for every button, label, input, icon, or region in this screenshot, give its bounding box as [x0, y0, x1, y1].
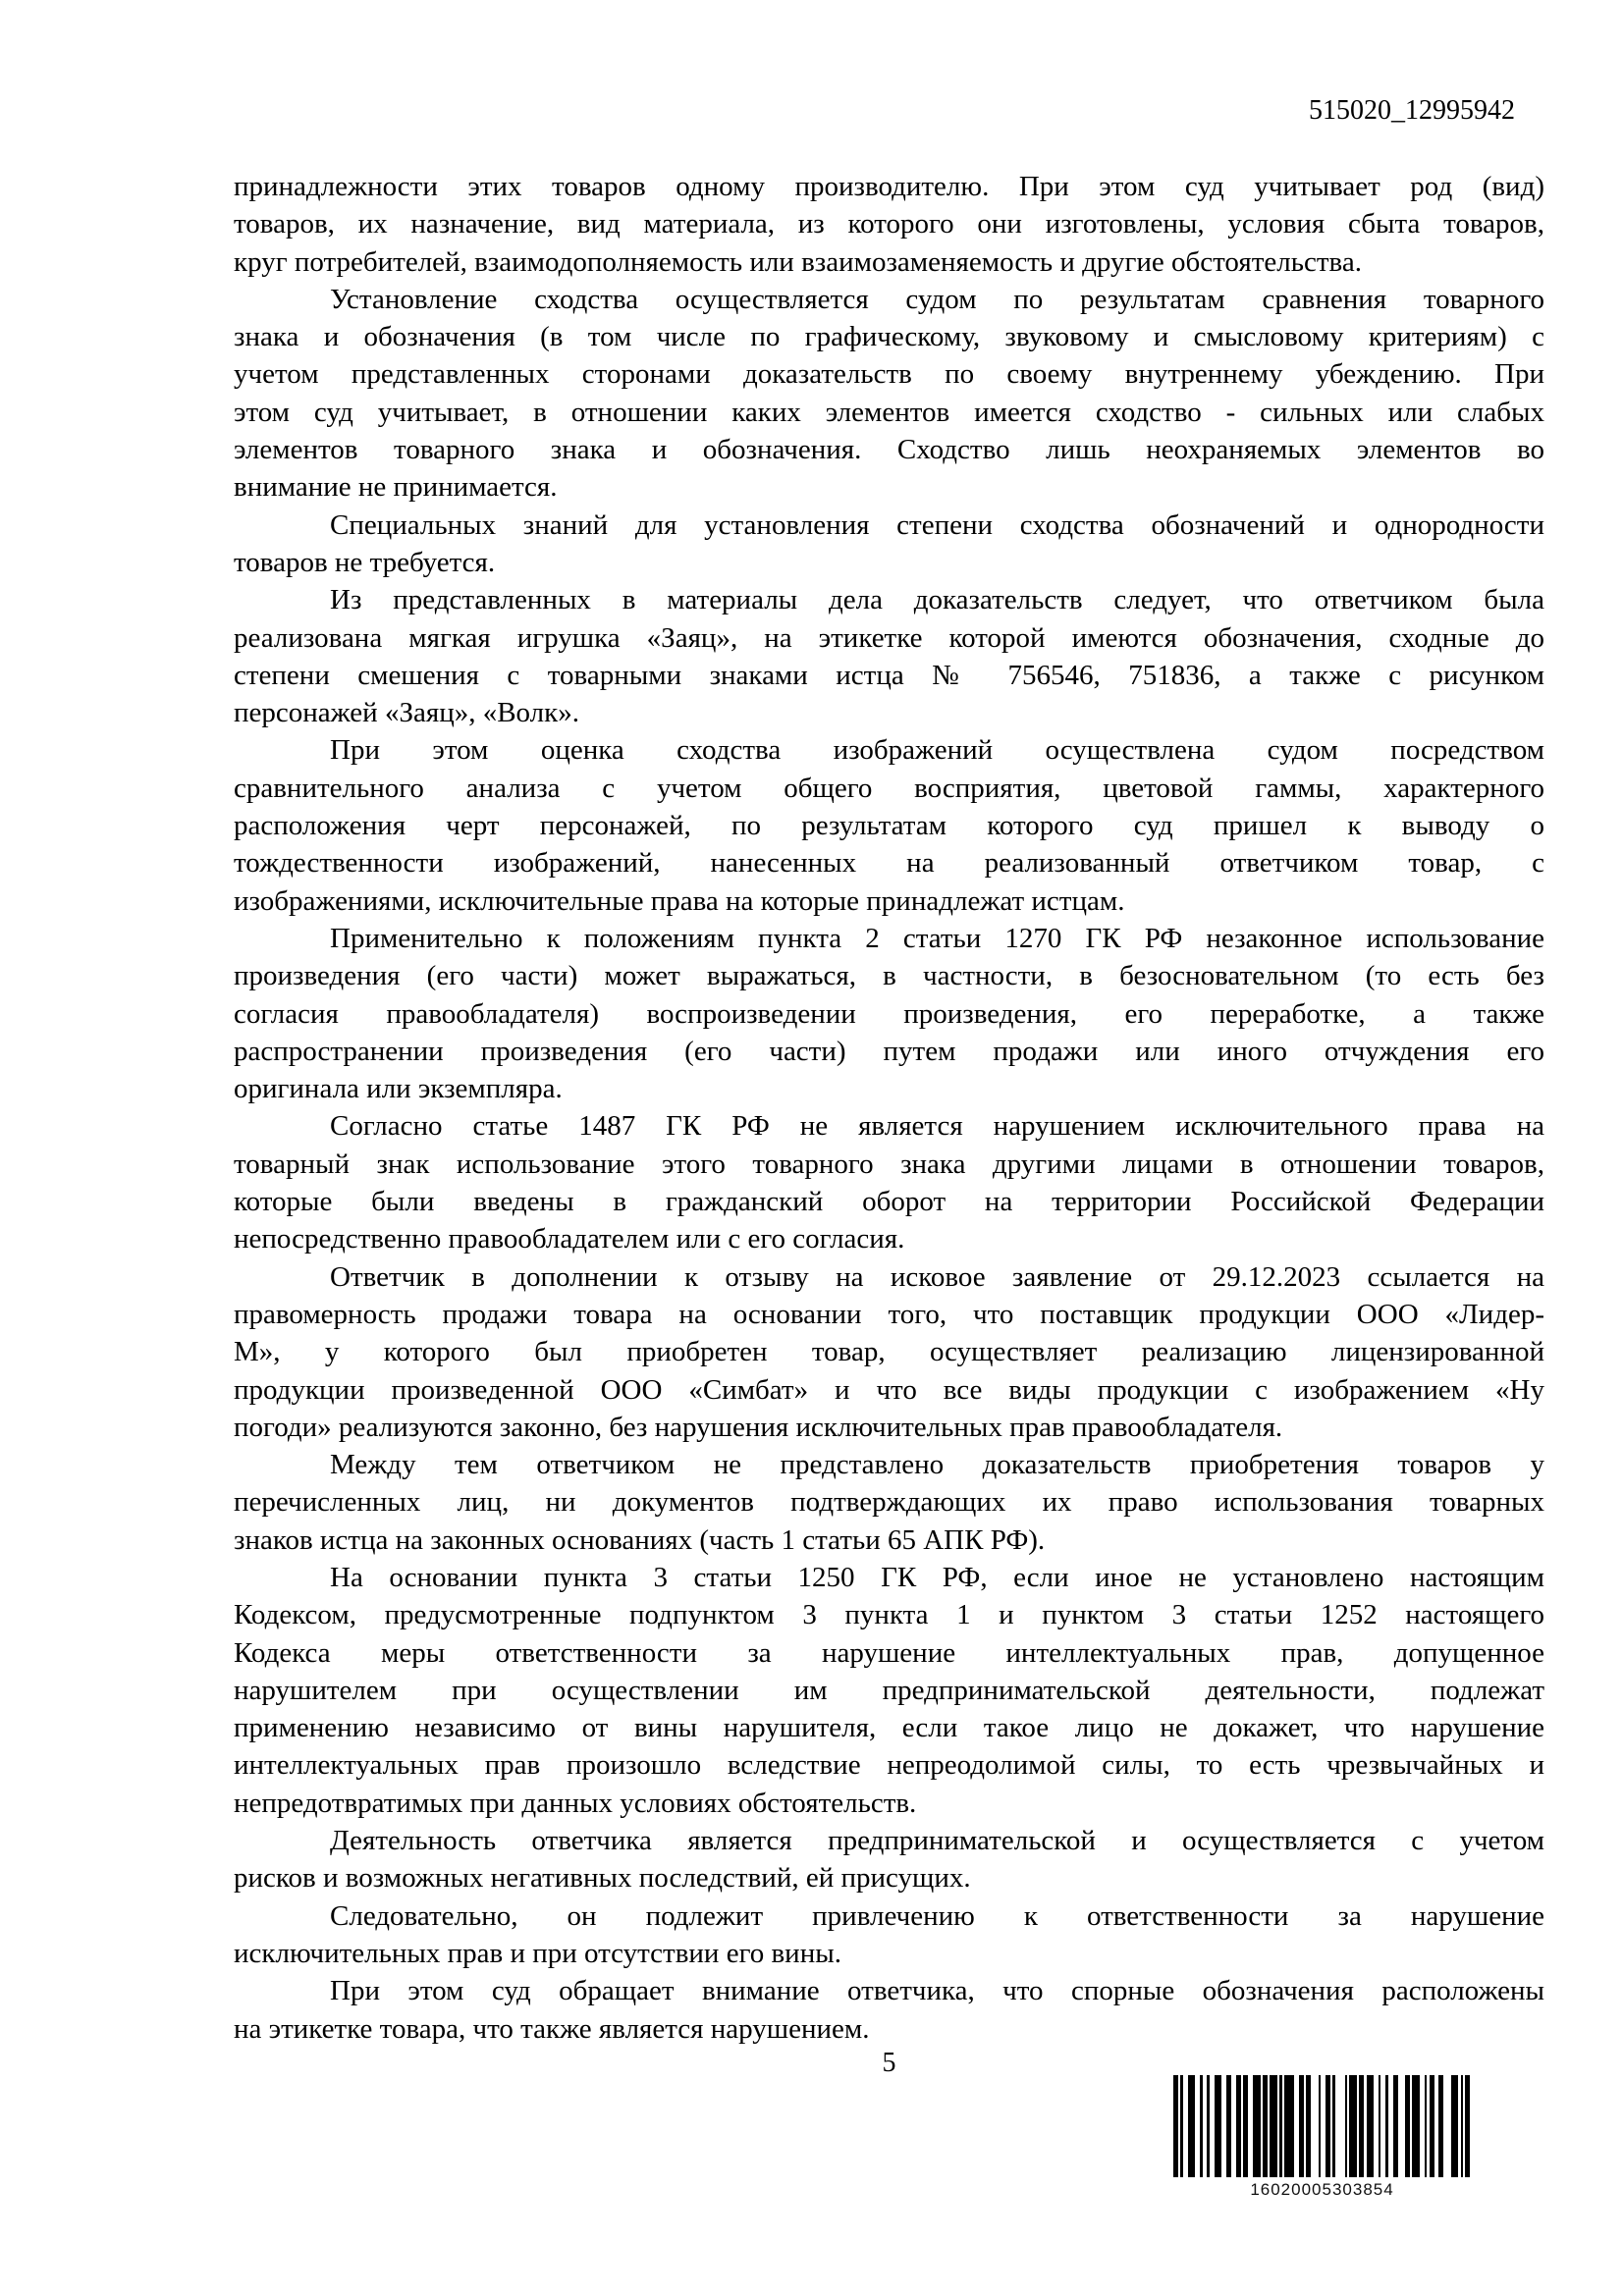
text-line: Установление сходства осуществляется судом по результатам сравнения товарного	[330, 283, 1544, 315]
text-line: рисков и возможных негативных последствий, ей присущих.	[234, 1862, 971, 1895]
barcode-bar	[1465, 2075, 1470, 2177]
text-line: которые были введены в гражданский оборот на территории Российской Федерации	[234, 1186, 1544, 1218]
text-line: Из представленных в материалы дела доказательств следует, что ответчиком была	[330, 584, 1544, 616]
text-line: погоди» реализуются законно, без нарушения исключительных прав правообладателя.	[234, 1411, 1283, 1443]
text-line: применению независимо от вины нарушителя, если такое лицо не докажет, что нарушение	[234, 1712, 1544, 1744]
barcode-gap	[1398, 2075, 1405, 2177]
barcode-gap	[1311, 2075, 1318, 2177]
barcode-bar	[1349, 2075, 1356, 2177]
text-line: Специальных знаний для установления степени сходства обозначений и однородности	[330, 508, 1544, 541]
text-line: продукции произведенной ООО «Симбат» и что все виды продукции с изображением «Ну	[234, 1373, 1544, 1406]
text-line: При этом оценка сходства изображений осуществлена судом посредством	[330, 734, 1544, 767]
text-line: круг потребителей, взаимодополняемость или взаимозаменяемость и другие обстоятельства.	[234, 245, 1362, 278]
barcode-bar	[1412, 2075, 1419, 2177]
text-line: М», у которого был приобретен товар, осуществляет реализацию лицензированной	[234, 1336, 1544, 1368]
text-line: Деятельность ответчика является предпринимательской и осуществляется с учетом	[330, 1825, 1544, 1857]
text-line: непосредственно правообладателем или с его согласия.	[234, 1223, 905, 1255]
barcode-gap	[1443, 2075, 1450, 2177]
text-line: На основании пункта 3 статьи 1250 ГК РФ, если иное не установлено настоящим	[330, 1561, 1544, 1593]
text-line: непредотвратимых при данных условиях обстоятельств.	[234, 1787, 917, 1819]
text-line: товаров не требуется.	[234, 546, 496, 578]
barcode-bar	[1270, 2075, 1276, 2177]
text-line: принадлежности этих товаров одному производителю. При этом суд учитывает род (вид)	[234, 171, 1544, 202]
text-line: знаков истца на законных основаниях (часть 1 статьи 65 АПК РФ).	[234, 1523, 1046, 1556]
text-line: оригинала или экземпляра.	[234, 1073, 563, 1105]
barcode-bar	[1367, 2075, 1374, 2177]
text-line: товарный знак использование этого товарного знака другими лицами в отношении товаров,	[234, 1148, 1544, 1180]
text-line: Кодексом, предусмотренные подпунктом 3 пункта 1 и пунктом 3 статьи 1252 настоящего	[234, 1599, 1544, 1631]
text-line: При этом суд обращает внимание ответчика, что спорные обозначения расположены	[330, 1975, 1544, 2007]
text-line: тождественности изображений, нанесенных на реализованный ответчиком товар, с	[234, 847, 1544, 880]
barcode-bars-icon	[1173, 2075, 1471, 2177]
text-line: Согласно статье 1487 ГК РФ не является нарушением исключительного права на	[330, 1110, 1544, 1143]
barcode-bar	[1215, 2075, 1221, 2177]
text-line: Между тем ответчиком не представлено доказательств приобретения товаров у	[330, 1449, 1544, 1481]
text-line: степени смешения с товарными знаками истца № 756546, 751836, а также с рисунком	[234, 659, 1544, 691]
document-body	[234, 168, 1544, 2048]
page-number: 5	[882, 2048, 896, 2078]
text-line: изображениями, исключительные права на которые принадлежат истцам.	[234, 884, 1125, 917]
text-line: сравнительного анализа с учетом общего восприятия, цветовой гаммы, характерного	[234, 772, 1544, 804]
text-line: учетом представленных сторонами доказательств по своему внутреннему убеждению. При	[234, 358, 1544, 391]
text-line: внимание не принимается.	[234, 471, 558, 504]
text-line: произведения (его части) может выражаться, в частности, в безосновательном (то есть без	[234, 960, 1544, 992]
text-line: этом суд учитывает, в отношении каких элементов имеется сходство - сильных или слабых	[234, 396, 1544, 428]
barcode-bar	[1188, 2075, 1195, 2177]
text-line: согласия правообладателя) воспроизведении произведения, его переработке, а также	[234, 997, 1544, 1030]
text-line: Применительно к положениям пункта 2 статьи 1270 ГК РФ незаконное использование	[330, 922, 1544, 954]
text-line: интеллектуальных прав произошло вследствие непреодолимой силы, то есть чрезвычайных и	[234, 1749, 1544, 1782]
text-line: знака и обозначения (в том числе по графическому, звуковому и смысловому критериям) с	[234, 321, 1544, 353]
text-line: нарушителем при осуществлении им предпринимательской деятельности, подлежат	[234, 1674, 1544, 1706]
text-line: Ответчик в дополнении к отзыву на исковое заявление от 29.12.2023 ссылается на	[330, 1260, 1544, 1293]
barcode	[1173, 2075, 1471, 2200]
barcode-gap	[1335, 2075, 1345, 2177]
text-line: расположения черт персонажей, по результатам которого суд пришел к выводу о	[234, 810, 1544, 842]
text-line: перечисленных лиц, ни документов подтверждающих их право использования товарных	[234, 1486, 1544, 1519]
document-id: 515020_12995942	[1309, 95, 1515, 126]
text-line: Следовательно, он подлежит привлечению к ответственности за нарушение	[330, 1899, 1544, 1932]
text-line: товаров, их назначение, вид материала, из которого они изготовлены, условия сбыта товаров,	[234, 208, 1544, 240]
barcode-bar	[1451, 2075, 1458, 2177]
text-line: реализована мягкая игрушка «Заяц», на этикетке которой имеются обозначения, сходные до	[234, 621, 1544, 654]
barcode-bar	[1253, 2075, 1260, 2177]
text-line: распространении произведения (его части) путем продажи или иного отчуждения его	[234, 1035, 1544, 1067]
text-line: правомерность продажи товара на основании того, что поставщик продукции ООО «Лидер-	[234, 1298, 1544, 1330]
barcode-digits: 16020005303854	[1250, 2180, 1394, 2199]
text-line: элементов товарного знака и обозначения. Сходство лишь неохраняемых элементов во	[234, 434, 1544, 466]
text-line: на этикетке товара, что также является нарушением.	[234, 2012, 870, 2045]
text-line: исключительных прав и при отсутствии его вины.	[234, 1937, 841, 1969]
text-line: Кодекса меры ответственности за нарушение интеллектуальных прав, допущенное	[234, 1636, 1544, 1669]
text-line: персонажей «Заяц», «Волк».	[234, 697, 579, 729]
barcode-bar	[1284, 2075, 1294, 2177]
